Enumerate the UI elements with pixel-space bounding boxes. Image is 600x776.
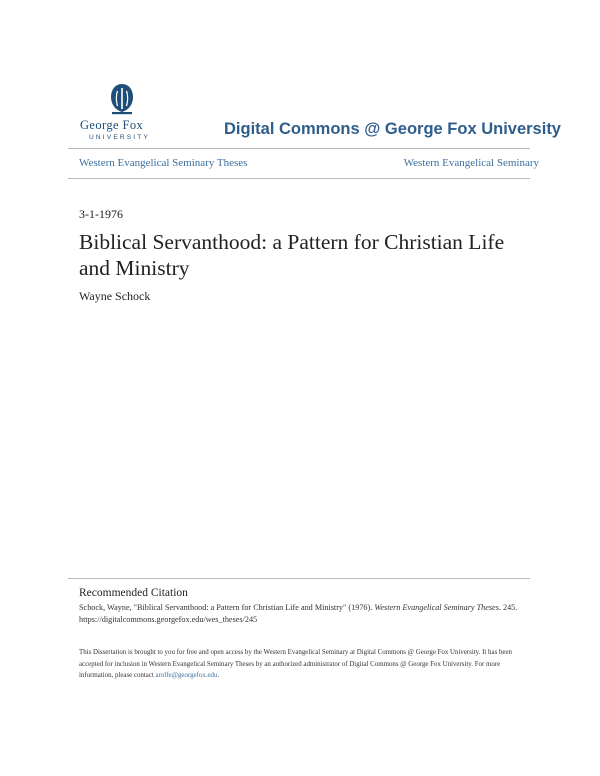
- header-divider: [68, 148, 530, 149]
- publication-date: 3-1-1976: [79, 207, 123, 221]
- citation-series[interactable]: Western Evangelical Seminary Theses: [374, 603, 499, 612]
- citation-number: . 245.: [498, 603, 518, 612]
- notice-text: This Dissertation is brought to you for free and open access by the Western Evangelical Seminary at Digital Commons @ George Fox University. It has been accepted for inclusion in Western Evangelical Seminary Theses by an authorized administrator of Digital Commons @ George Fox University. For more information, please contact: [79, 649, 512, 679]
- access-notice: [79, 647, 534, 682]
- series-link[interactable]: Western Evangelical Seminary Theses: [79, 157, 248, 169]
- department-link[interactable]: Western Evangelical Seminary: [403, 157, 539, 169]
- logo-name: George Fox: [80, 118, 144, 132]
- author-name[interactable]: Wayne Schock: [79, 289, 151, 303]
- logo-subtitle: UNIVERSITY: [89, 134, 151, 141]
- site-title-link[interactable]: Digital Commons @ George Fox University: [224, 120, 561, 138]
- citation-divider: [68, 578, 530, 579]
- university-logo[interactable]: [80, 82, 166, 141]
- contact-email-link[interactable]: arolfe@georgefox.edu: [155, 672, 218, 679]
- citation-heading: Recommended Citation: [79, 587, 188, 599]
- citation-text: [79, 602, 534, 626]
- citation-url[interactable]: https://digitalcommons.georgefox.edu/wes_theses/245: [79, 615, 258, 624]
- notice-end: .: [217, 672, 220, 679]
- citation-main: Schock, Wayne, "Biblical Servanthood: a Pattern for Christian Life and Ministry" (1976).: [79, 603, 375, 612]
- nav-divider: [68, 178, 530, 179]
- logo-mark-icon: [108, 82, 136, 116]
- document-title: Biblical Servanthood: a Pattern for Christian Life and Ministry: [79, 230, 505, 280]
